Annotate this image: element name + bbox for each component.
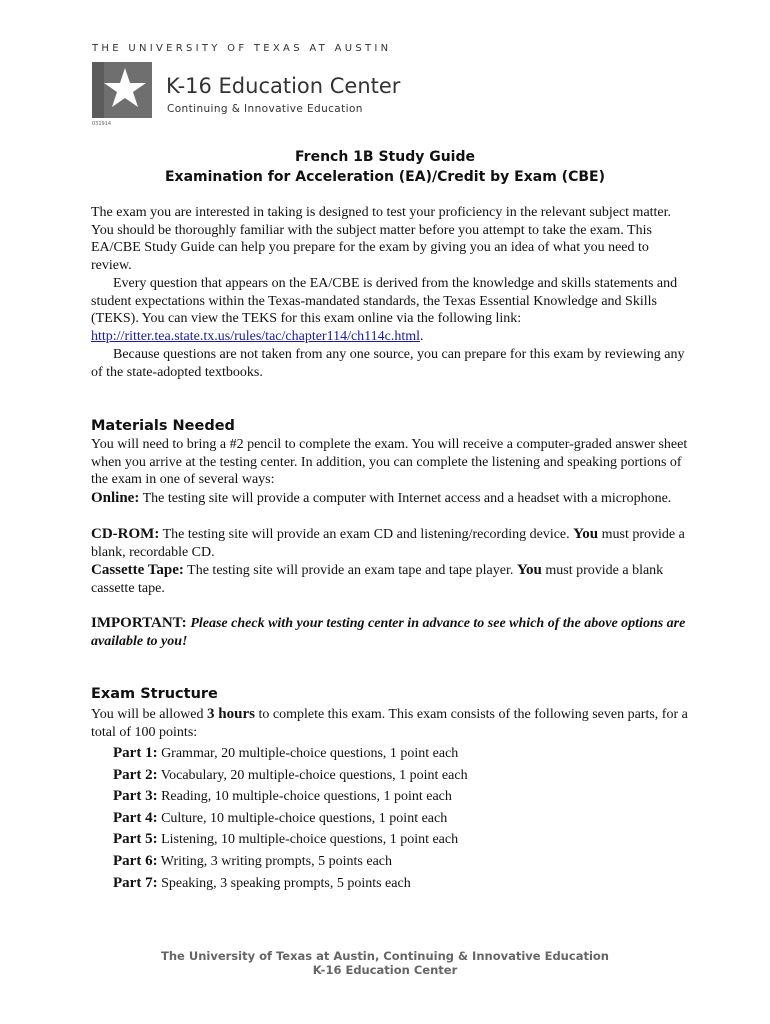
- university-name: THE UNIVERSITY OF TEXAS AT AUSTIN: [92, 43, 392, 54]
- list-item: [113, 743, 468, 765]
- list-item: [113, 873, 468, 895]
- part-label: Part 4:: [113, 809, 158, 826]
- exam-hours: 3 hours: [207, 706, 255, 722]
- structure-intro-end: to complete this exam. This exam consists of the following seven parts, for a total of 100 points:: [91, 707, 688, 740]
- list-item: [113, 808, 468, 830]
- doc-title: French 1B Study Guide: [295, 149, 475, 165]
- list-item: [113, 786, 468, 808]
- structure-intro: [91, 706, 691, 741]
- teks-link[interactable]: http://ritter.tea.state.tx.us/rules/tac/chapter114/ch114c.html: [91, 328, 421, 344]
- part-label: Part 1:: [113, 745, 158, 761]
- center-subtitle: Continuing & Innovative Education: [167, 103, 363, 115]
- materials-heading: Materials Needed: [91, 418, 235, 434]
- part-label: Part 2:: [113, 766, 158, 783]
- part-text: Reading, 10 multiple-choice questions, 1 point each: [157, 789, 452, 805]
- textbooks-paragraph: Because questions are not taken from any one source, you can prepare for this exam by reviewing any of the state-adopted textbooks.: [91, 347, 685, 380]
- important-text: Please check with your testing center in advance to see which of the above options are available to you!: [91, 616, 686, 649]
- online-label: Online:: [91, 490, 140, 506]
- part-label: Part 5:: [113, 831, 158, 848]
- part-text: Vocabulary, 20 multiple-choice questions, 1 point each: [157, 767, 468, 783]
- part-label: Part 6:: [113, 852, 158, 869]
- part-label: Part 3:: [113, 788, 158, 805]
- list-item: [113, 851, 468, 873]
- logo-code: 031914: [92, 121, 112, 127]
- structure-heading: Exam Structure: [91, 686, 218, 702]
- star-logo-icon: [92, 62, 152, 118]
- part-text: Speaking, 3 speaking prompts, 5 points each: [157, 875, 411, 891]
- cassette-text-end: must provide a blank cassette tape.: [91, 563, 664, 596]
- option-cassette: [91, 562, 691, 597]
- part-text: Grammar, 20 multiple-choice questions, 1 point each: [157, 746, 459, 761]
- footer-line-1: The University of Texas at Austin, Continuing & Innovative Education: [161, 949, 609, 963]
- footer-line-2: K-16 Education Center: [312, 963, 458, 977]
- exam-parts-list: [113, 743, 468, 894]
- part-text: Listening, 10 multiple-choice questions, 1 point each: [157, 832, 459, 848]
- part-text: Writing, 3 writing prompts, 5 points each: [157, 853, 392, 869]
- teks-text: Every question that appears on the EA/CBE is derived from the knowledge and skills statements and student expectations within the Texas-mandated standards, the Texas Essential Knowledge and Skills (TEKS). You can view the TEKS for this exam online via the following link:: [91, 276, 678, 327]
- intro-paragraph: The exam you are interested in taking is designed to test your proficiency in the relevant subject matter. You should be thoroughly familiar with the subject matter before you attempt to take the exam. This EA/CBE Study Guide can help you prepare for the exam by giving you an idea of what you need to review.: [91, 205, 672, 273]
- cdrom-you: You: [573, 526, 599, 542]
- list-item: [113, 765, 468, 787]
- cdrom-text: The testing site will provide an exam CD and listening/recording device.: [159, 527, 574, 542]
- option-cdrom: [91, 526, 691, 561]
- part-label: Part 7:: [113, 874, 158, 891]
- structure-intro-start: You will be allowed: [91, 707, 208, 722]
- teks-paragraph: [91, 275, 691, 345]
- doc-subtitle: Examination for Acceleration (EA)/Credit by Exam (CBE): [164, 169, 605, 185]
- cassette-label: Cassette Tape:: [91, 562, 184, 578]
- cdrom-label: CD-ROM:: [91, 526, 160, 542]
- materials-intro: You will need to bring a #2 pencil to complete the exam. You will receive a computer-graded answer sheet when you arrive at the testing center. In addition, you can complete the listening and speaking portions of the exam in one of several ways:: [91, 437, 688, 488]
- cassette-text: The testing site will provide an exam tape and tape player.: [183, 563, 517, 578]
- important-note: [91, 615, 691, 650]
- option-online: [91, 490, 691, 508]
- cdrom-text-end: must provide a blank, recordable CD.: [91, 527, 685, 560]
- center-name: K-16 Education Center: [166, 74, 401, 98]
- online-text: The testing site will provide a computer with Internet access and a headset with a microphone.: [139, 491, 672, 506]
- important-label: IMPORTANT:: [91, 615, 191, 631]
- list-item: [113, 829, 468, 851]
- teks-period: .: [420, 328, 424, 344]
- cassette-you: You: [516, 562, 542, 578]
- part-text: Culture, 10 multiple-choice questions, 1 point each: [157, 810, 448, 826]
